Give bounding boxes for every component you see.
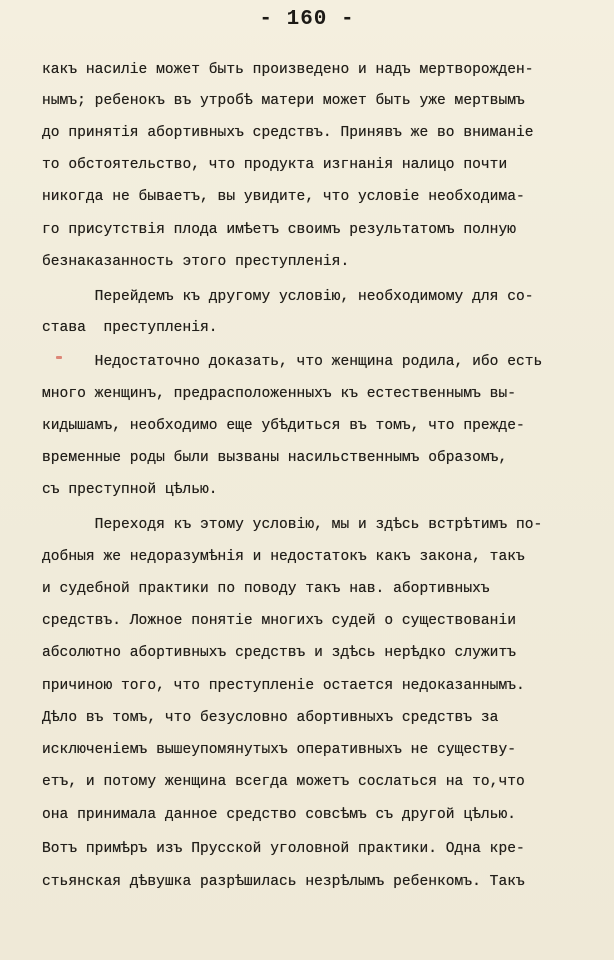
page-number: - 160 - xyxy=(259,8,355,31)
text-line: много женщинъ, предрасположенныхъ къ естественнымъ вы- xyxy=(42,386,516,402)
text-line: Перейдемъ къ другому условiю, необходимому для со- xyxy=(42,289,534,305)
text-line: Недостаточно доказать, что женщина родила, ибо есть xyxy=(42,354,543,370)
text-line: причиною того, что преступленiе остается недоказаннымъ. xyxy=(42,678,525,694)
text-line: безнаказанность этого преступленiя. xyxy=(42,254,350,270)
text-line: добныя же недоразумѣнiя и недостатокъ какъ закона, такъ xyxy=(42,549,525,565)
text-line: средствъ. Ложное понятiе многихъ судей о существованiи xyxy=(42,613,516,629)
text-line: стьянская дѣвушка разрѣшилась незрѣлымъ ребенкомъ. Такъ xyxy=(42,874,525,890)
text-line: до принятiя абортивныхъ средствъ. Принявъ же во вниманiе xyxy=(42,125,534,141)
text-line: нымъ; ребенокъ въ утробѣ матери может быть уже мертвымъ xyxy=(42,93,525,109)
text-line: то обстоятельство, что продукта изгнанiя налицо почти xyxy=(42,157,508,173)
text-line: и судебной практики по поводу такъ нав. абортивныхъ xyxy=(42,581,490,597)
text-line: Дѣло въ томъ, что безусловно абортивныхъ средствъ за xyxy=(42,710,499,726)
text-line: го присутствiя плода имѣетъ своимъ результатомъ полную xyxy=(42,222,516,238)
text-line: етъ, и потому женщина всегда можетъ сослаться на то,что xyxy=(42,774,525,790)
text-line: она принимала данное средство совсѣмъ съ другой цѣлью. xyxy=(42,807,516,823)
text-line: абсолютно абортивныхъ средствъ и здѣсь нерѣдко служитъ xyxy=(42,645,516,661)
text-line: никогда не бываетъ, вы увидите, что условiе необходима- xyxy=(42,189,525,205)
text-line: става преступленiя. xyxy=(42,320,218,336)
text-line: съ преступной цѣлью. xyxy=(42,482,218,498)
text-line: Переходя къ этому условiю, мы и здѣсь встрѣтимъ по- xyxy=(42,517,543,533)
text-line: исключенiемъ вышеупомянутыхъ оперативныхъ не существу- xyxy=(42,742,516,758)
text-line: какъ насилiе может быть произведено и надъ мертворожден- xyxy=(42,62,534,78)
text-line: Вотъ примѣръ изъ Прусской уголовной практики. Одна кре- xyxy=(42,841,525,857)
text-line: временные роды были вызваны насильственнымъ образомъ, xyxy=(42,450,508,466)
text-line: кидышамъ, необходимо еще убѣдиться въ томъ, что преждe- xyxy=(42,418,525,434)
